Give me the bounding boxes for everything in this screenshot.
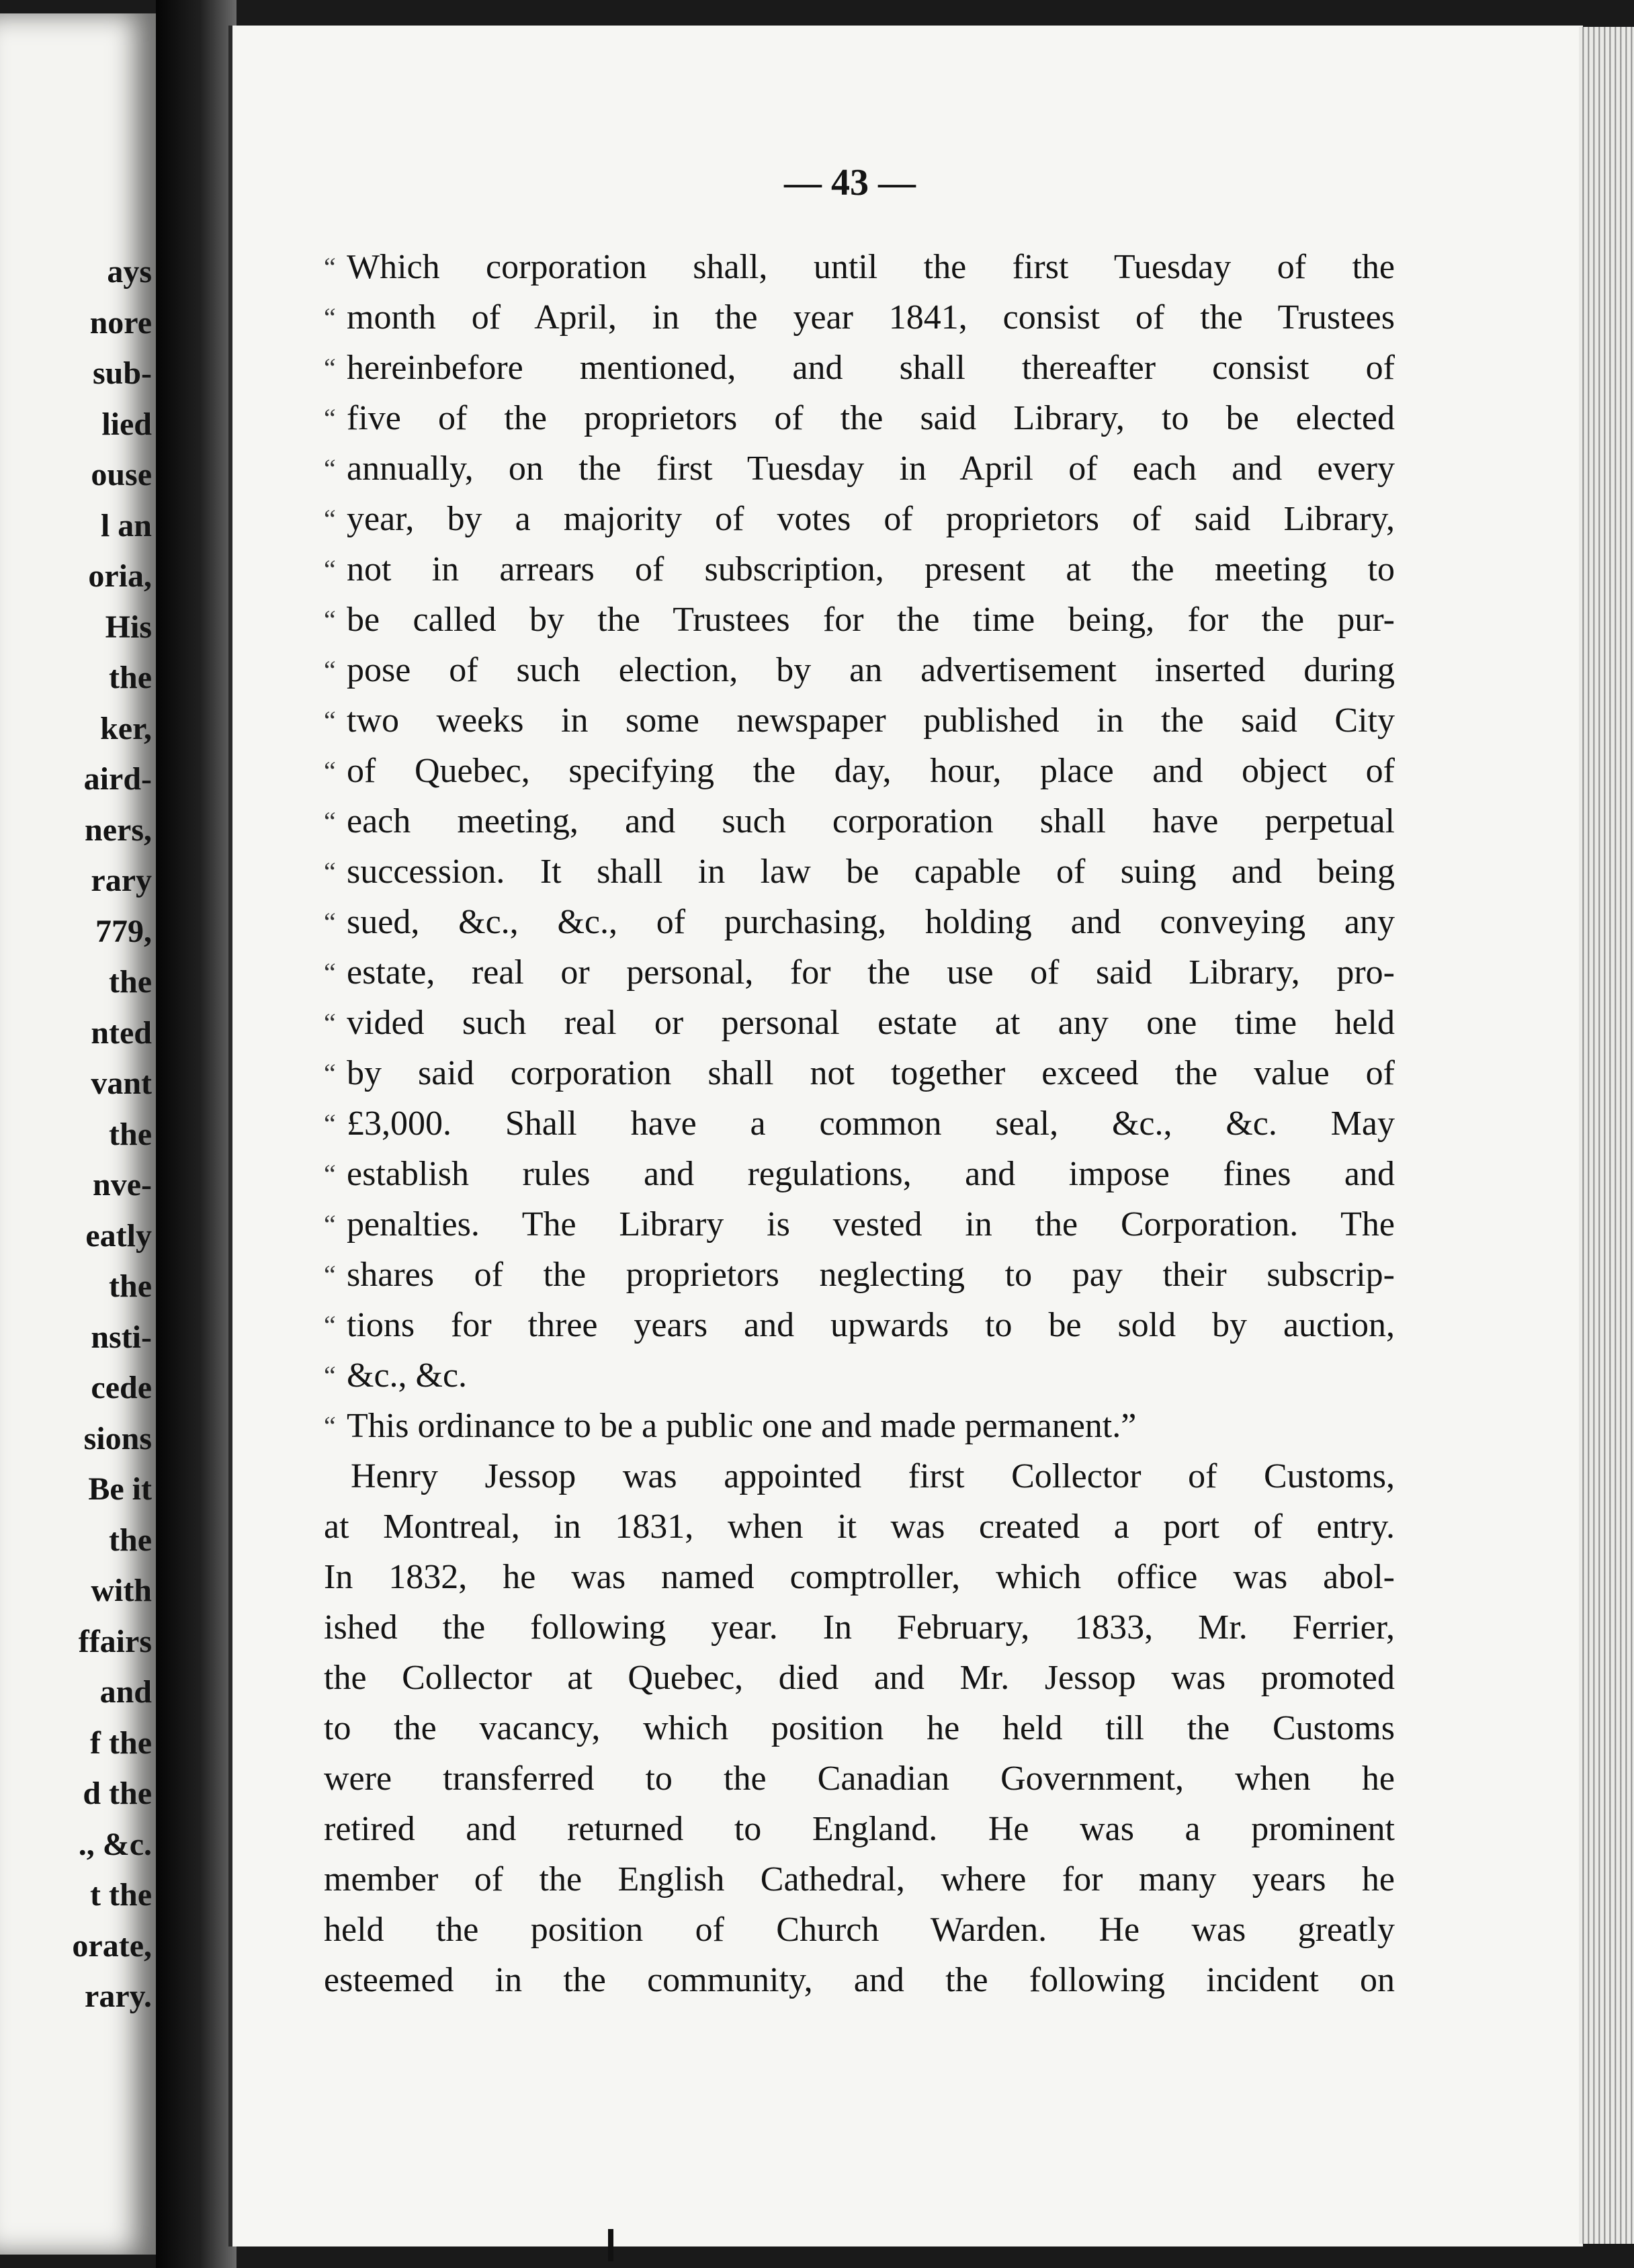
left-page-fragment: with — [91, 1573, 152, 1608]
line-text: five of the proprietors of the said Library, to be elected — [347, 399, 1395, 437]
left-page-fragment: the — [109, 660, 152, 695]
line-text: year, by a majority of votes of proprietors of said Library, — [347, 500, 1395, 538]
left-page-fragment: rary. — [85, 1978, 152, 2014]
quoted-line — [324, 1149, 1395, 1199]
quoted-line — [324, 443, 1395, 494]
line-text: Which corporation shall, until the first Tuesday of the — [347, 248, 1395, 286]
left-page-fragment: l an — [100, 507, 152, 543]
paragraph-line: Henry Jessop was appointed first Collector of Customs, — [351, 1457, 1395, 1495]
paragraph-line: ished the following year. In February, 1833, Mr. Ferrier, — [324, 1608, 1395, 1647]
left-page-fragment: cede — [91, 1370, 152, 1405]
line-text: &c., &c. — [347, 1356, 468, 1395]
quote-mark: “ — [324, 1008, 336, 1038]
paragraph-line: member of the English Cathedral, where for many years he — [324, 1860, 1395, 1899]
quoted-line — [324, 1401, 1395, 1451]
line-text: estate, real or personal, for the use of said Library, pro- — [347, 953, 1395, 992]
paragraph-line: In 1832, he was named comptroller, which office was abol- — [324, 1558, 1395, 1596]
quoted-line — [324, 242, 1395, 292]
left-page-fragment: nted — [91, 1014, 152, 1051]
quoted-line — [324, 897, 1395, 947]
quote-mark: “ — [324, 655, 336, 685]
line-text: This ordinance to be a public one and made permanent.” — [347, 1407, 1137, 1445]
quoted-line — [324, 494, 1395, 544]
quote-mark: “ — [324, 907, 336, 937]
left-page-fragment: nore — [89, 304, 152, 341]
quoted-line — [324, 1098, 1395, 1149]
line-text: be called by the Trustees for the time being, for the pur- — [347, 601, 1395, 639]
left-page-fragment: the — [109, 1116, 152, 1152]
quote-mark: “ — [324, 806, 336, 836]
left-page-fragment: d the — [83, 1776, 152, 1811]
quoted-line — [324, 746, 1395, 796]
quote-mark: “ — [324, 1058, 336, 1088]
line-text: hereinbefore mentioned, and shall thereafter consist of — [347, 349, 1395, 387]
quoted-line — [324, 343, 1395, 393]
left-page-fragment: eatly — [85, 1217, 152, 1254]
line-text: each meeting, and such corporation shall have perpetual — [347, 802, 1395, 840]
left-page-fragment: nve- — [93, 1167, 152, 1203]
book-gutter — [156, 0, 236, 2268]
paragraph-line: were transferred to the Canadian Government, when he — [324, 1759, 1395, 1798]
paragraph-line: the Collector at Quebec, died and Mr. Jessop was promoted — [324, 1659, 1395, 1697]
quote-mark: “ — [324, 705, 336, 736]
left-page-fragment: the — [109, 1268, 152, 1304]
quote-mark: “ — [324, 1310, 336, 1340]
quote-mark: “ — [324, 302, 336, 333]
line-text: £3,000. Shall have a common seal, &c., &c. May — [347, 1104, 1395, 1143]
left-page-fragment: ker, — [100, 710, 152, 746]
left-page-fragment: f the — [90, 1725, 152, 1761]
line-text: pose of such election, by an advertisement inserted during — [347, 651, 1395, 689]
line-text: of Quebec, specifying the day, hour, place and object of — [347, 752, 1395, 790]
line-text: not in arrears of subscription, present at the meeting to — [347, 550, 1395, 588]
quote-mark: “ — [324, 252, 336, 282]
left-page-fragment: ays — [107, 254, 152, 290]
quoted-line — [324, 998, 1395, 1048]
quoted-line — [324, 695, 1395, 746]
left-page-fragment: sub- — [92, 355, 152, 391]
paragraph-line: held the position of Church Warden. He was greatly — [324, 1911, 1395, 1949]
quote-mark: “ — [324, 554, 336, 584]
line-text: shares of the proprietors neglecting to pay their subscrip- — [347, 1256, 1395, 1294]
quote-mark: “ — [324, 1209, 336, 1239]
left-page-fragment: ., &c. — [78, 1826, 152, 1862]
paragraph-line: to the vacancy, which position he held till the Customs — [324, 1709, 1395, 1747]
line-text: annually, on the first Tuesday in April of each and every — [347, 449, 1395, 488]
page-number: — 43 — — [784, 162, 916, 204]
left-page-fragment: vant — [91, 1065, 152, 1101]
quoted-line — [324, 1300, 1395, 1350]
line-text: tions for three years and upwards to be sold by auction, — [347, 1306, 1395, 1344]
left-page-fragment: the — [109, 1522, 152, 1558]
quote-mark: “ — [324, 1411, 336, 1441]
left-page-fragment: sions — [83, 1420, 152, 1456]
paragraph-line: esteemed in the community, and the following incident on — [324, 1961, 1395, 1999]
quoted-line — [324, 393, 1395, 443]
quote-mark: “ — [324, 403, 336, 433]
line-text: two weeks in some newspaper published in the said City — [347, 701, 1395, 740]
left-page-fragment: ffairs — [78, 1623, 152, 1659]
quote-mark: “ — [324, 1360, 336, 1391]
line-text: vided such real or personal estate at any one time held — [347, 1004, 1395, 1042]
quoted-line — [324, 292, 1395, 343]
quoted-line — [324, 1350, 1395, 1401]
quote-mark: “ — [324, 353, 336, 383]
left-page-fragment: the — [109, 964, 152, 1000]
left-page-fragment: rary — [91, 863, 152, 898]
left-page-fragment: t the — [90, 1877, 152, 1913]
left-page-fragment: nsti- — [91, 1319, 152, 1355]
quoted-line — [324, 595, 1395, 645]
quoted-line — [324, 1199, 1395, 1250]
quoted-line — [324, 645, 1395, 695]
quote-mark: “ — [324, 1159, 336, 1189]
left-page-fragment: 779, — [95, 913, 152, 949]
line-text: sued, &c., &c., of purchasing, holding and conveying any — [347, 903, 1395, 941]
left-page-fragment: ouse — [91, 457, 152, 492]
quote-mark: “ — [324, 453, 336, 484]
quote-mark: “ — [324, 756, 336, 786]
left-page-fragment: aird- — [83, 761, 152, 797]
left-page-fragment: and — [99, 1674, 152, 1710]
quote-mark: “ — [324, 605, 336, 635]
left-page-fragment: orate, — [72, 1927, 152, 1964]
quoted-line — [324, 947, 1395, 998]
quoted-line — [324, 1250, 1395, 1300]
line-text: succession. It shall in law be capable of suing and being — [347, 853, 1395, 891]
left-page-fragment: ners, — [85, 812, 152, 848]
quote-mark: “ — [324, 957, 336, 988]
line-text: establish rules and regulations, and impose fines and — [347, 1155, 1395, 1193]
line-text: month of April, in the year 1841, consist of the Trustees — [347, 298, 1395, 337]
paragraph-line: retired and returned to England. He was a prominent — [324, 1810, 1395, 1848]
quoted-line — [324, 1048, 1395, 1098]
quoted-line — [324, 796, 1395, 846]
quoted-line — [324, 544, 1395, 595]
left-page-fragment: oria, — [88, 558, 152, 594]
quote-mark: “ — [324, 1108, 336, 1139]
paragraph-line: at Montreal, in 1831, when it was created a port of entry. — [324, 1508, 1395, 1546]
left-page-fragment: Be it — [88, 1471, 152, 1507]
left-page-fragment: His — [105, 609, 152, 645]
quoted-line — [324, 846, 1395, 897]
quote-mark: “ — [324, 504, 336, 534]
line-text: by said corporation shall not together exceed the value of — [347, 1054, 1395, 1092]
page-edge — [1579, 27, 1634, 2244]
line-text: penalties. The Library is vested in the Corporation. The — [347, 1205, 1395, 1244]
left-facing-page — [0, 13, 156, 2255]
quote-mark: “ — [324, 857, 336, 887]
quote-mark: “ — [324, 1260, 336, 1290]
body-text — [324, 242, 1395, 2005]
bottom-mark — [608, 2229, 613, 2261]
left-page-fragment: lied — [101, 406, 152, 442]
